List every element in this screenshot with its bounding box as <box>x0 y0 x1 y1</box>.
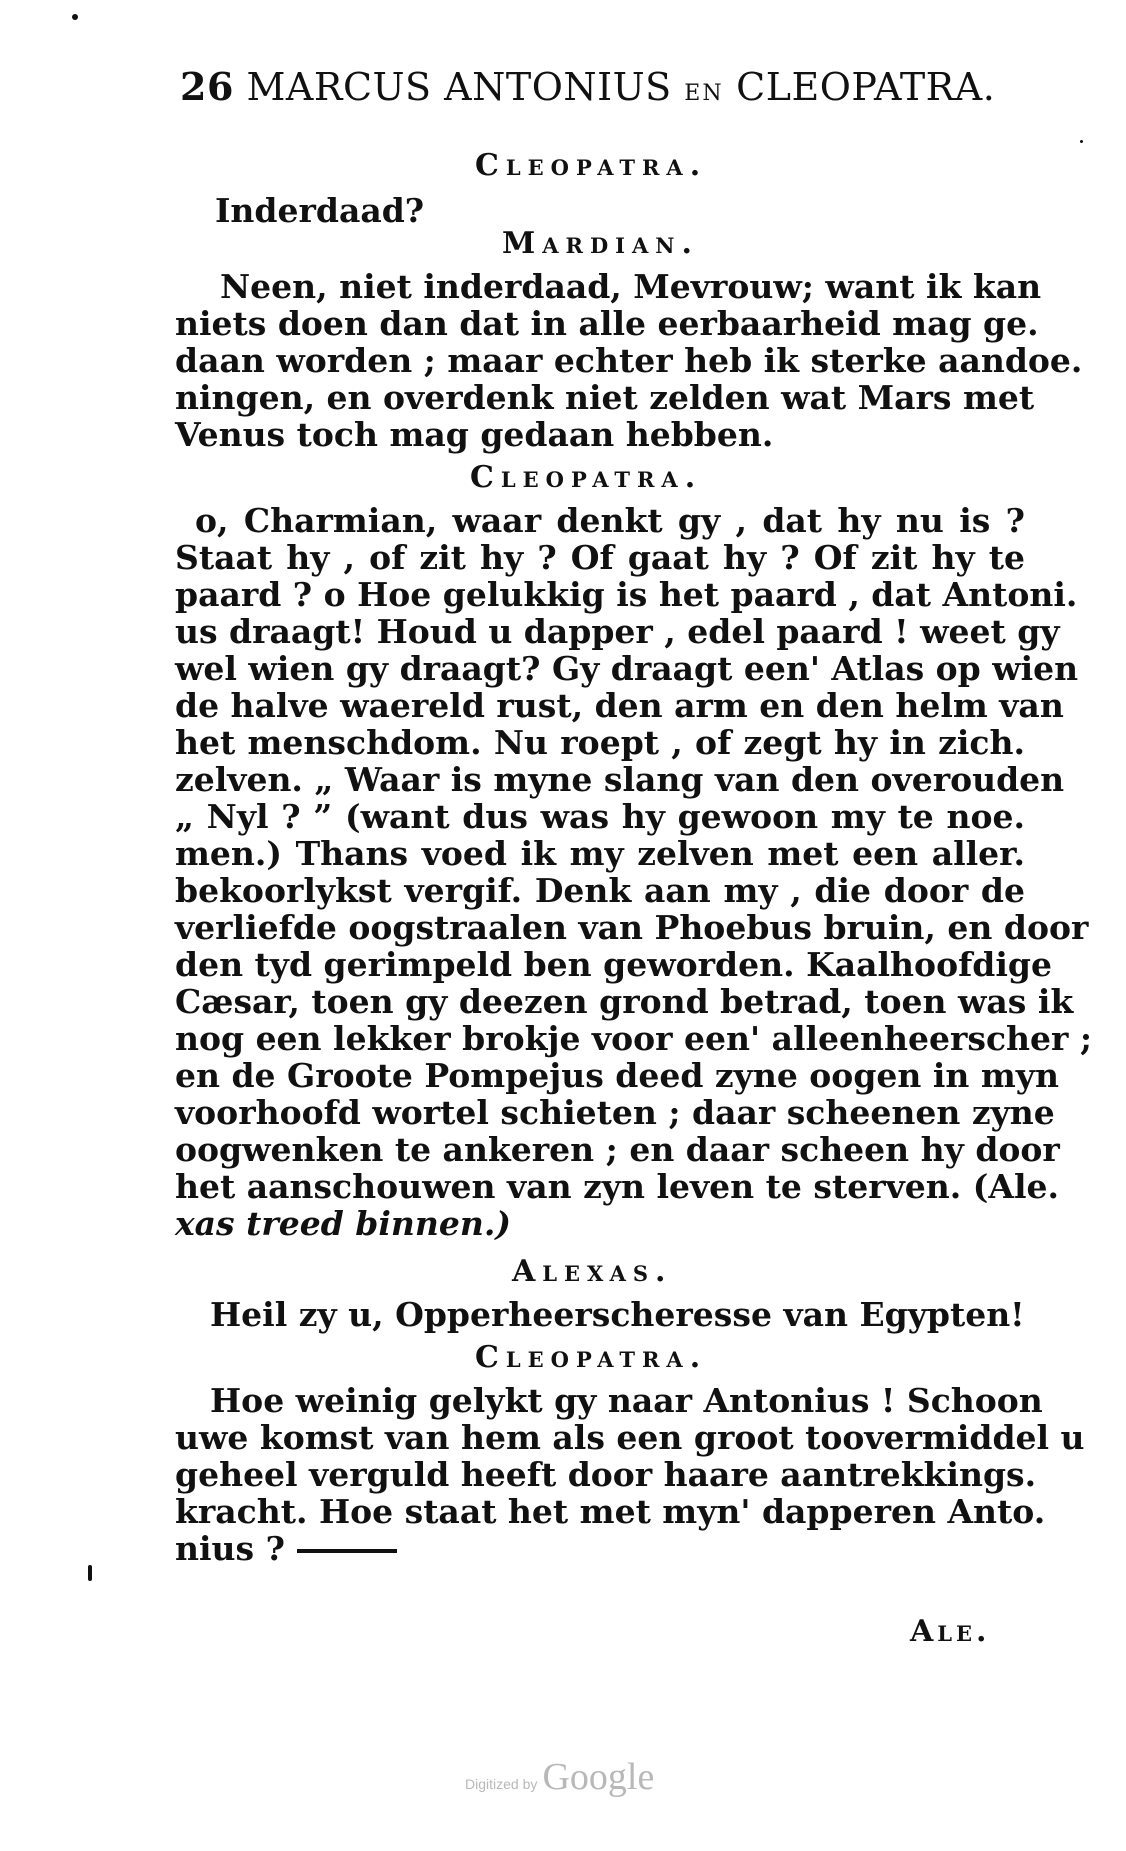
text-line: bekoorlykst vergif. Denk aan my , die door de <box>175 871 1025 910</box>
text-line: voorhoofd wortel schieten ; daar scheenen zyne <box>175 1093 1055 1132</box>
text-line: „ Nyl ? ” (want dus was hy gewoon my te noe. <box>175 797 1025 836</box>
text-line <box>175 1530 1025 1567</box>
text-line: Inderdaad? <box>215 191 425 230</box>
text-line: Cæsar, toen gy deezen grond betrad, toen was ik <box>175 982 1074 1021</box>
text-line: zelven. „ Waar is myne slang van den overouden <box>175 760 1065 799</box>
text-line: daan worden ; maar echter heb ik sterke aandoe. <box>175 341 1083 380</box>
text-line: geheel verguld heeft door haare aantrekkings. <box>175 1455 1037 1494</box>
text-line: den tyd gerimpeld ben geworden. Kaalhoofdige <box>175 945 1052 984</box>
text-line: en de Groote Pompejus deed zyne oogen in myn <box>175 1056 1059 1095</box>
text-line: het aanschouwen van zyn leven te sterven. (Ale. <box>175 1167 1059 1206</box>
digitized-by-text: Digitized by <box>465 1776 538 1792</box>
speaker-heading: Cleopatra. <box>470 460 703 495</box>
ink-speck <box>72 14 78 20</box>
digitized-watermark <box>465 1755 654 1799</box>
text-line: Hoe weinig gelykt gy naar Antonius ! Schoon <box>210 1381 1043 1420</box>
speaker-heading: Cleopatra. <box>475 1340 708 1375</box>
text-line-end: nius ? <box>175 1529 285 1568</box>
text-line: het menschdom. Nu roept , of zegt hy in zich. <box>175 723 1025 762</box>
speaker-heading: Alexas. <box>512 1254 673 1289</box>
text-line: Neen, niet inderdaad, Mevrouw; want ik kan <box>220 267 1042 306</box>
speaker-heading: Mardian. <box>502 226 699 261</box>
text-line: Heil zy u, Opperheerscheresse van Egypten! <box>210 1295 1025 1334</box>
text-line: o, Charmian, waar denkt gy , dat hy nu is ? <box>195 501 1025 540</box>
running-header <box>180 64 1000 109</box>
text-line: de halve waereld rust, den arm en den helm van <box>175 686 1064 725</box>
header-title-part2: CLEOPATRA. <box>736 65 996 109</box>
em-dash-rule <box>297 1549 397 1553</box>
text-line: kracht. Hoe staat het met myn' dapperen Anto. <box>175 1492 1046 1531</box>
page-number: 26 <box>180 64 234 109</box>
text-line: ningen, en overdenk niet zelden wat Mars met <box>175 378 1035 417</box>
text-line: us draagt! Houd u dapper , edel paard ! weet gy <box>175 612 1060 651</box>
header-title-part1: MARCUS ANTONIUS <box>246 65 672 109</box>
text-line: oogwenken te ankeren ; en daar scheen hy door <box>175 1130 1060 1169</box>
google-watermark: Google <box>542 1756 655 1798</box>
header-title-en: EN <box>684 81 724 106</box>
text-line: paard ? o Hoe gelukkig is het paard , dat Antoni. <box>175 575 1078 614</box>
catchword: Ale. <box>910 1614 991 1649</box>
text-line: verliefde oogstraalen van Phoebus bruin, en door <box>175 908 1089 947</box>
stage-direction: xas treed binnen.) <box>175 1204 511 1243</box>
text-line: Venus toch mag gedaan hebben. <box>175 415 774 454</box>
speaker-heading: Cleopatra. <box>475 148 708 183</box>
text-line: niets doen dan dat in alle eerbaarheid mag ge. <box>175 304 1039 343</box>
text-line: wel wien gy draagt? Gy draagt een' Atlas op wien <box>175 649 1079 688</box>
text-line: men.) Thans voed ik my zelven met een aller. <box>175 834 1025 873</box>
text-line: uwe komst van hem als een groot toovermiddel u <box>175 1418 1085 1457</box>
text-line: nog een lekker brokje voor een' alleenheerscher ; <box>175 1019 1093 1058</box>
text-line: Staat hy , of zit hy ? Of gaat hy ? Of zit hy te <box>175 538 1025 577</box>
ink-speck <box>1080 140 1083 143</box>
ink-speck <box>88 1565 92 1581</box>
